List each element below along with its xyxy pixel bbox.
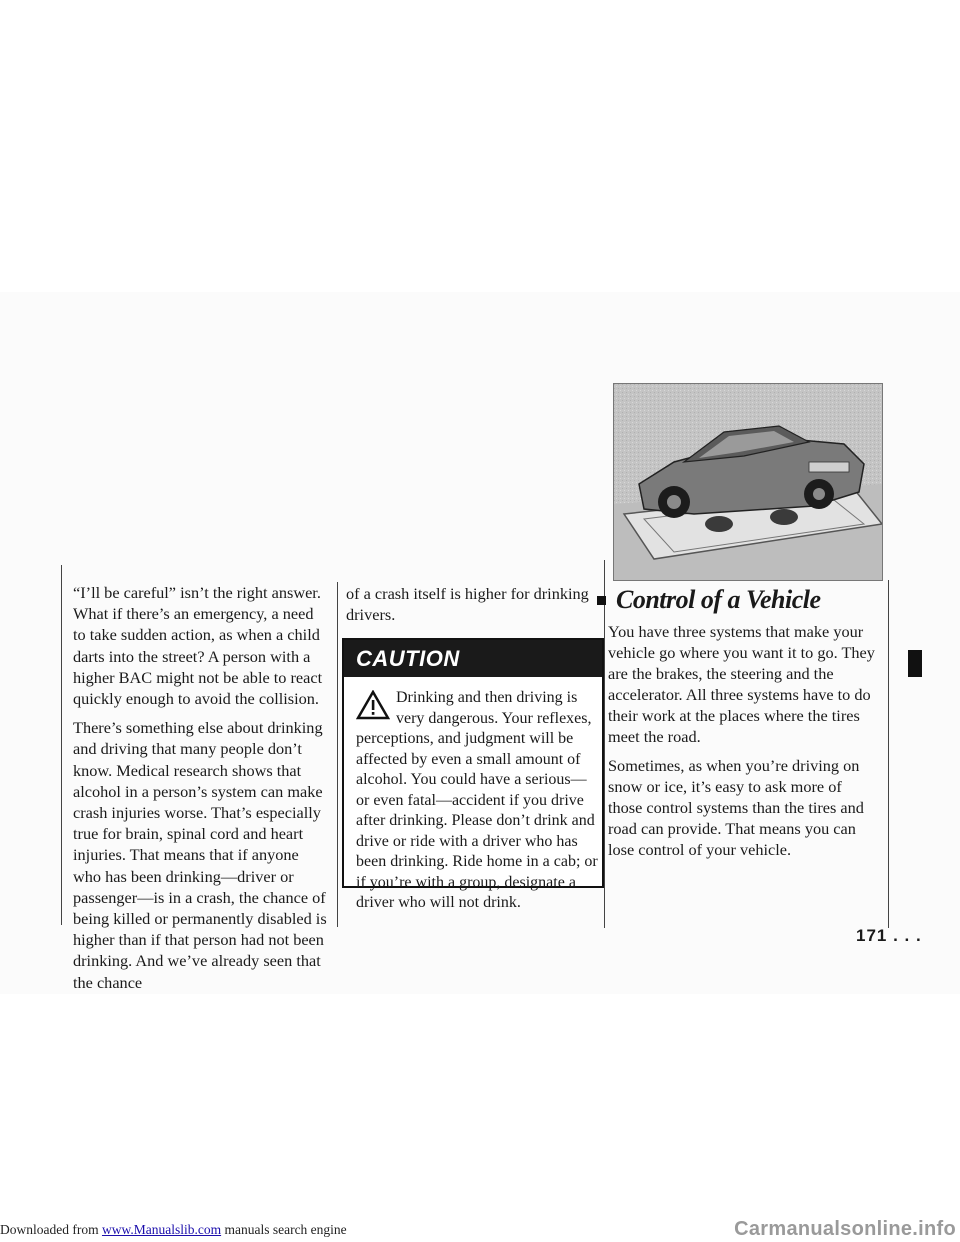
section-title-text: Control of a Vehicle <box>616 585 821 614</box>
page-number: 171 . . . <box>856 926 922 945</box>
footer-suffix: manuals search engine <box>221 1222 347 1237</box>
paragraph: There’s something else about drinking and driving that many people don’t know. Medical research shows that alcohol in a person’s system can make crash injuries worse. That’s especially true for brain, spinal cord and heart injuries. That means that if anyone who has been drinking—driver or passenger—is in a crash, the chance of being killed or permanently disabled is higher than if that person had not been drinking. And we’ve already seen that the chance <box>73 718 327 992</box>
paragraph: of a crash itself is higher for drinking drivers. <box>346 584 589 625</box>
paragraph: You have three systems that make your vehicle go where you want it to go. They are the brakes, the steering and the accelerator. All three systems have to do their work at the places where the tires meet the road. <box>608 622 875 746</box>
column-rule <box>61 565 62 925</box>
manualslib-link[interactable]: www.Manualslib.com <box>101 1222 222 1237</box>
section-body <box>608 621 878 868</box>
column-right <box>594 585 884 859</box>
column-rule <box>337 582 338 927</box>
car-illustration <box>613 383 883 581</box>
caution-header: CAUTION <box>344 640 602 677</box>
watermark: Carmanualsonline.info <box>734 1218 956 1240</box>
column-rule <box>888 580 889 928</box>
caution-box <box>342 638 604 911</box>
caution-body <box>356 688 598 914</box>
warning-triangle-icon <box>356 690 390 720</box>
paragraph: Sometimes, as when you’re driving on snow or ice, it’s easy to ask more of those control systems than the tires and road can provide. That means you can lose control of your vehicle. <box>608 756 864 859</box>
caution-text: Drinking and then driving is very dangerous. Your reflexes, perceptions, and judgment will be affected by even a small amount of alcohol. You could have a serious—or even fatal—accident if you drive after drinking. Please don’t drink and drive or ride with a driver who has been drinking. Ride home in a cab; or if you’re with a group, designate a driver who will not drink. <box>356 689 598 911</box>
column-middle <box>346 583 601 633</box>
footer-prefix: Downloaded from <box>0 1222 102 1237</box>
paragraph: “I’ll be careful” isn’t the right answer. What if there’s an emergency, a need to take sudden action, as when a child darts into the street? A person with a higher BAC might not be able to react quickly enough to avoid the collision. <box>73 583 323 709</box>
section-edge-tab <box>908 650 922 677</box>
section-title <box>594 585 884 615</box>
square-bullet-icon <box>597 596 606 605</box>
download-footer <box>0 1222 347 1238</box>
